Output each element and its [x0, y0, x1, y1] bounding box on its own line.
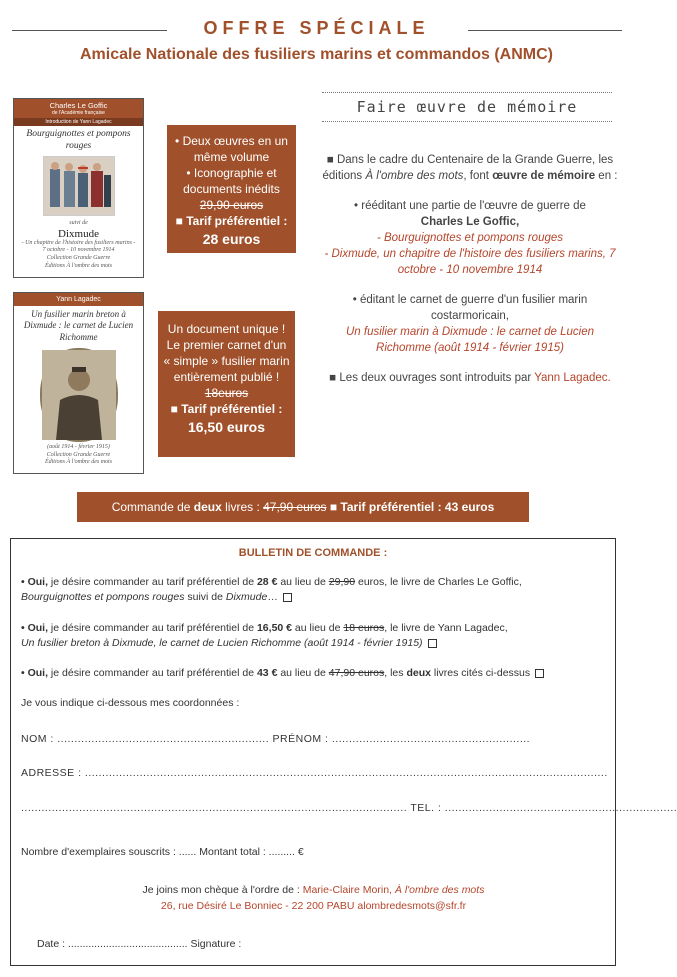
option-2-text: je désire commander au tarif préférentiel de [48, 622, 257, 634]
p1-text2: , font [463, 170, 493, 182]
offer-1-line1: • Deux œuvres en un même volume [175, 134, 288, 164]
offer-1-price: 28 euros [202, 231, 261, 247]
prenom-field[interactable]: PRÉNOM : .......................................................... [269, 733, 531, 745]
book-cover-1 [13, 98, 144, 278]
p2-author: Charles Le Goffic, [420, 216, 520, 228]
option-2-checkbox[interactable] [428, 639, 437, 648]
option-1-checkbox[interactable] [283, 593, 292, 602]
p1-memoire: œuvre de mémoire [492, 170, 596, 182]
offer-1-tarif-label: ■ Tarif préférentiel : [175, 214, 288, 228]
option-2-book: Un fusilier breton à Dixmude, le carnet de Lucien Richomme (août 1914 - février 1915) [21, 637, 423, 649]
order-option-1 [21, 575, 606, 605]
option-1-book2: Dixmude [225, 591, 268, 603]
book-cover-1-publisher: Éditions À l'ombre des mots [44, 262, 113, 269]
nom-field[interactable]: NOM : .............................................................. [21, 733, 270, 745]
option-1-book: Bourguignottes et pompons rouges [21, 591, 185, 603]
banner-faire-oeuvre: Faire œuvre de mémoire [322, 92, 612, 122]
p2-book-a: - Bourguignottes et pompons rouges [376, 232, 564, 244]
book-cover-1-illustration [43, 156, 115, 216]
adresse-tel-field[interactable]: ................................................................................................................. TEL. : .................................................................... [21, 802, 677, 814]
book-cover-2-publisher: Éditions À l'ombre des mots [44, 459, 113, 466]
book-cover-1-author: Charles Le Goffic [49, 101, 108, 110]
offer-2-line1: Un document unique ! Le premier carnet d'un « simple » fusilier marin entièrement publié ! [163, 322, 290, 384]
order-form [10, 538, 677, 966]
book-cover-1-academy: de l'Académie française [52, 110, 105, 116]
book-cover-2-portrait [40, 348, 118, 442]
option-1-ellipsis: … [267, 591, 278, 603]
p3-book: Un fusilier marin à Dixmude : le carnet de Lucien Richomme (août 1914 - février 1915) [345, 326, 594, 354]
bundle-price: ■ Tarif préférentiel : 43 euros [326, 500, 495, 514]
p3-text: • éditant le carnet de guerre d'un fusilier marin costarmoricain, [352, 294, 588, 322]
book-cover-1-intro: Introduction de Yann Lagadec [14, 118, 143, 126]
paragraph-centenaire [320, 152, 620, 184]
option-1-old-price: 29,90 [328, 576, 356, 588]
option-1-oui: • Oui, [21, 576, 49, 588]
p1-text3: en : [595, 170, 618, 182]
option-3-old-price: 47,90 euros [328, 667, 385, 679]
quantity-total-field[interactable]: Nombre d'exemplaires souscrits : ...... Montant total : ......... € [21, 846, 304, 858]
publisher-address: 26, rue Désiré Le Bonniec - 22 200 PABU alombredesmots@sfr.fr [160, 900, 467, 912]
option-2-text2: au lieu de [292, 622, 344, 634]
option-1-text3: euros, le livre de Charles Le Goffic, [355, 576, 522, 588]
book-cover-2-dates: (août 1914 - février 1915) [47, 443, 110, 450]
option-3-deux: deux [406, 667, 431, 679]
option-1-text: je désire commander au tarif préférentiel de [48, 576, 257, 588]
option-3-checkbox[interactable] [535, 669, 544, 678]
right-column-text [320, 152, 620, 400]
adresse-field[interactable]: ADRESSE : ......................................................................................................................................................... [21, 767, 608, 779]
paragraph-reeditant [320, 198, 620, 278]
book-cover-1-suivi: suivi de [69, 219, 88, 226]
book-cover-2-author: Yann Lagadec [14, 293, 143, 306]
option-3-text4: livres cités ci-dessus [430, 667, 531, 679]
paragraph-introduits [320, 370, 620, 386]
book-cover-1-subtitle2: - Un chapitre de l'histoire des fusiliers marins - [21, 239, 136, 246]
bundle-text-a: Commande de [111, 500, 194, 514]
cheque-text: Je joins mon chèque à l'ordre de : [142, 884, 303, 896]
option-3-text3: , les [384, 667, 407, 679]
book-cover-1-title: Bourguignottes et pompons rouges [26, 129, 131, 151]
option-2-text3: , le livre de Yann Lagadec, [384, 622, 508, 634]
bundle-offer-bar [77, 492, 529, 522]
book-cover-1-title2: Dixmude [58, 227, 99, 240]
p1-text: ■ Dans le cadre du Centenaire de la Grande Guerre, les éditions [322, 154, 614, 182]
page-title: OFFRE SPÉCIALE [203, 18, 430, 38]
option-1-price: 28 € [256, 576, 278, 588]
offer-1-line2: • Iconographie et documents inédits [183, 166, 280, 196]
offer-2-price: 16,50 euros [187, 419, 266, 435]
offer-1-old-price: 29,90 euros [199, 198, 264, 212]
name-row [21, 732, 606, 747]
book-cover-1-collection: Collection Grande Guerre [46, 255, 111, 262]
coordinates-label: Je vous indique ci-dessous mes coordonnées : [21, 697, 240, 709]
order-option-2 [21, 621, 606, 651]
p4-text: ■ Les deux ouvrages sont introduits par [329, 372, 535, 384]
book-cover-1-header [14, 99, 143, 118]
cheque-line [21, 883, 606, 898]
paragraph-editant [320, 292, 620, 356]
option-3-text2: au lieu de [277, 667, 329, 679]
book-cover-1-dates: 7 octobre - 10 novembre 1914 [42, 247, 115, 254]
book-cover-2-collection: Collection Grande Guerre [46, 451, 111, 458]
p1-publisher: À l'ombre des mots [365, 170, 464, 182]
p4-author: Yann Lagadec. [534, 372, 611, 384]
offer-2-old-price: 18euros [204, 386, 249, 400]
option-3-oui: • Oui, [21, 667, 49, 679]
offer-box-2 [158, 311, 295, 457]
p2-text: • rééditant une partie de l'œuvre de guerre de [354, 200, 586, 212]
book-cover-2-title: Un fusilier marin breton à Dixmude : le carnet de Lucien Richomme [23, 309, 134, 342]
cheque-publisher: À l'ombre des mots [394, 884, 485, 896]
order-form-title: BULLETIN DE COMMANDE : [238, 547, 388, 559]
option-2-price: 16,50 € [256, 622, 293, 634]
order-option-3 [21, 666, 606, 681]
book-cover-2 [13, 292, 144, 474]
option-3-text: je désire commander au tarif préférentiel de [48, 667, 257, 679]
p2-book-b: - Dixmude, un chapitre de l'histoire des fusiliers marins, 7 octobre - 10 novembre 1914 [324, 248, 616, 276]
bundle-text-c: livres : [221, 500, 264, 514]
option-1-suivi: suivi de [184, 591, 226, 603]
option-1-text2: au lieu de [277, 576, 329, 588]
bundle-old-price: 47,90 euros [263, 500, 327, 514]
offer-box-1 [167, 125, 296, 253]
option-2-oui: • Oui, [21, 622, 49, 634]
bundle-text-deux: deux [193, 500, 222, 514]
option-2-old-price: 18 euros [343, 622, 385, 634]
option-3-price: 43 € [256, 667, 278, 679]
cheque-payee: Marie-Claire Morin, [302, 884, 395, 896]
offer-2-tarif-label: ■ Tarif préférentiel : [170, 402, 283, 416]
page-subtitle: Amicale Nationale des fusiliers marins et commandos (ANMC) [79, 46, 553, 63]
date-signature-field[interactable]: Date : ......................................... Signature : [37, 938, 242, 950]
